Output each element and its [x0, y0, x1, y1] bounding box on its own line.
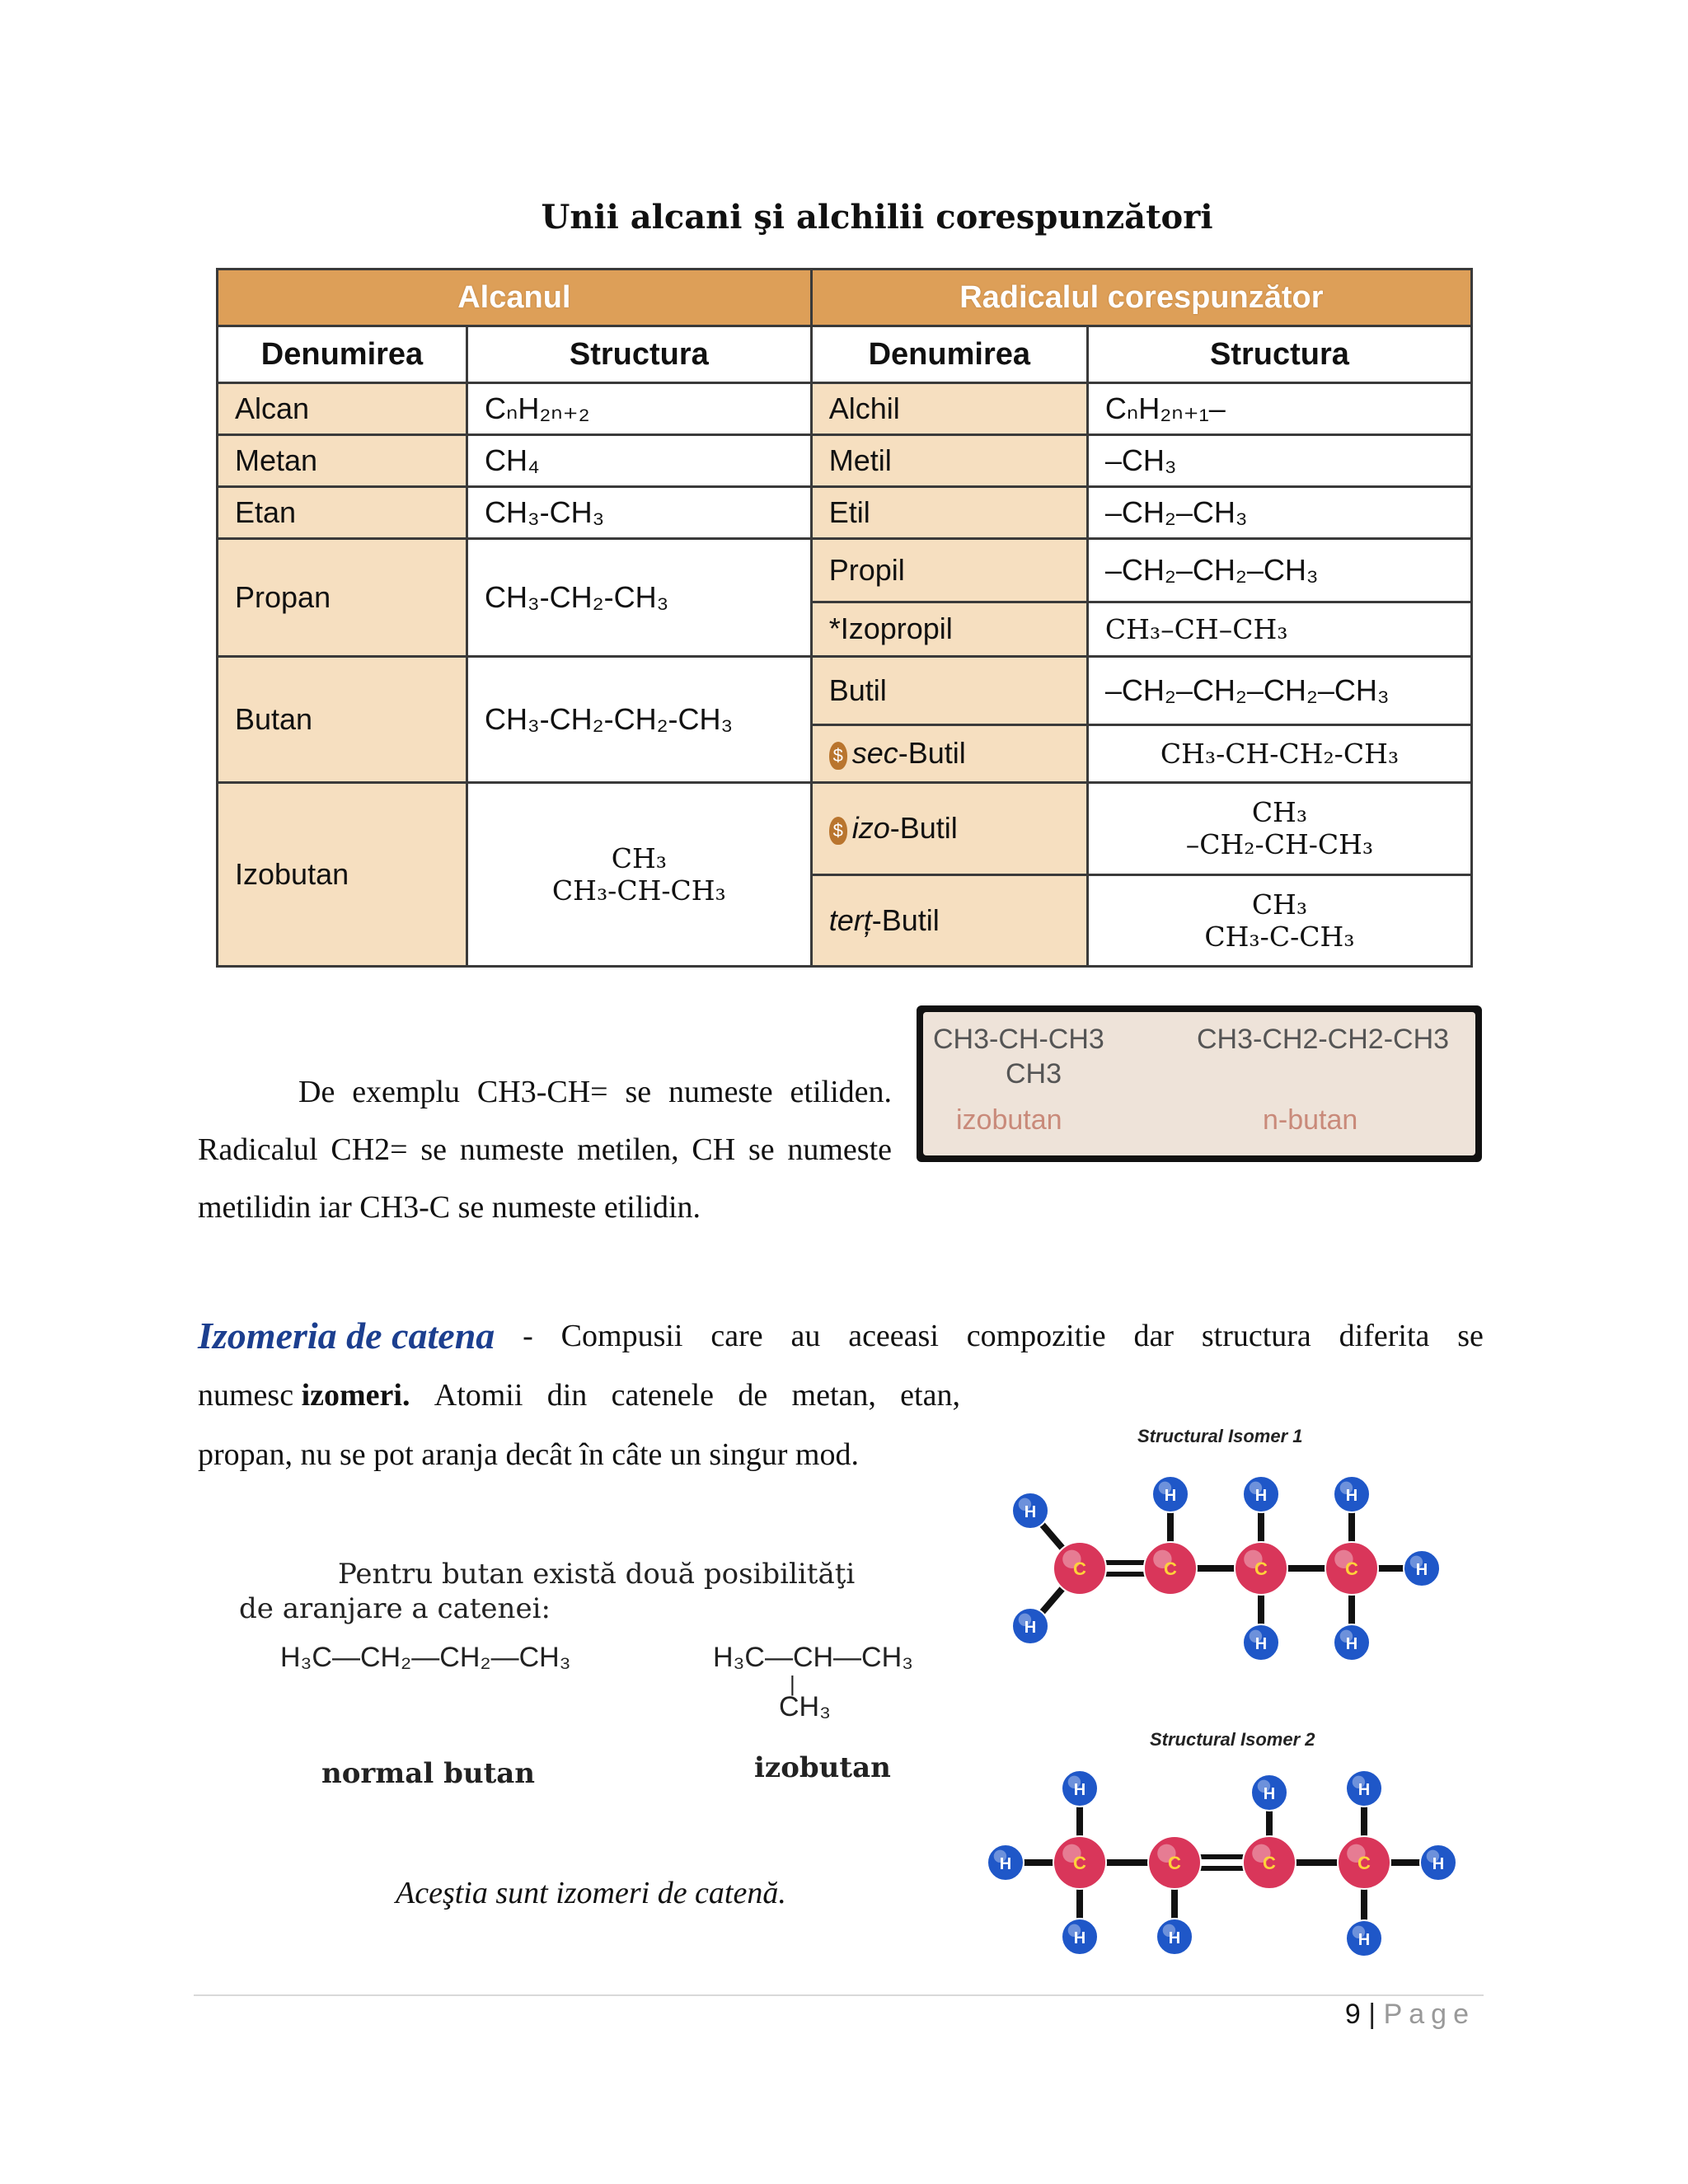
isomer-line-2	[198, 1366, 960, 1425]
atom-label: C	[1168, 1853, 1181, 1873]
radical-structure: –CH₃	[1087, 435, 1471, 487]
radical-name: Butil	[811, 657, 1087, 725]
word: -	[523, 1319, 533, 1353]
page-word: Page	[1383, 1999, 1475, 2030]
normal-butane-label: normal butan	[321, 1757, 536, 1790]
word: metan,	[791, 1378, 876, 1413]
structure-branch: CH₃	[1251, 888, 1308, 921]
isobutane-branch: CH₃	[779, 1691, 831, 1722]
atom-label: H	[1073, 1929, 1086, 1947]
radical-structure: CₙH₂ₙ₊₁–	[1087, 383, 1471, 435]
isomer-heading: Izomeria de catena	[198, 1315, 495, 1357]
alkane-name: Alcan	[218, 383, 467, 435]
radical-name	[811, 874, 1087, 967]
atom-label: H	[1073, 1781, 1086, 1799]
radical-name: Metil	[811, 435, 1087, 487]
alkane-name: Metan	[218, 435, 467, 487]
word: etan,	[900, 1378, 960, 1413]
radical-name: Etil	[811, 487, 1087, 539]
isomer-note: Aceştia sunt izomeri de catenă.	[396, 1876, 786, 1910]
atom-label: H	[1263, 1785, 1276, 1803]
structure-branch: CH₃	[611, 842, 667, 874]
structure-branch: CH₃	[1251, 796, 1308, 829]
radical-suffix: -Butil	[889, 811, 958, 846]
butane-comparison-image	[917, 1005, 1482, 1162]
structure-main: CH₃-C-CH₃	[1204, 920, 1355, 953]
isobutane-label: izobutan	[956, 1104, 1062, 1136]
radical-prefix: izo	[851, 811, 890, 846]
word: dar	[1133, 1319, 1174, 1353]
atom-label: H	[999, 1855, 1012, 1873]
word: care	[710, 1319, 763, 1353]
alkane-structure	[467, 783, 811, 967]
table-row	[218, 383, 1472, 435]
structure-main: CH₃-CH-CH₃	[551, 874, 726, 907]
col-header-radical-structure: Structura	[1087, 326, 1471, 383]
atom-label: H	[1432, 1855, 1445, 1873]
dollar-diamond-icon: $	[829, 817, 847, 845]
isomer2-title: Structural Isomer 2	[1150, 1729, 1315, 1750]
radical-structure: CH₃-CH-CH₂-CH₃	[1087, 724, 1471, 782]
alkane-name: Butan	[218, 657, 467, 783]
table-row	[218, 783, 1472, 875]
radical-structure	[1087, 874, 1471, 967]
isomer2-model	[987, 1770, 1456, 1957]
structural-isomer-models	[973, 1418, 1484, 1978]
radical-structure: –CH₂–CH₂–CH₃	[1087, 539, 1471, 602]
alkane-structure: CH₄	[467, 435, 811, 487]
radical-name	[811, 724, 1087, 782]
radical-suffix: -Butil	[898, 736, 966, 771]
alkane-name: Izobutan	[218, 783, 467, 967]
table-row	[218, 657, 1472, 725]
atom-label: C	[1073, 1853, 1086, 1873]
atom-label: H	[1168, 1929, 1181, 1947]
atom-label: C	[1345, 1558, 1358, 1579]
isomer-line-1	[198, 1306, 1484, 1366]
radical-structure: CH₃–CH–CH₃	[1087, 602, 1471, 656]
isobutane-label: izobutan	[754, 1751, 891, 1784]
arrangements-intro-1: Pentru butan există două posibilităţi	[338, 1558, 856, 1591]
alkane-structure: CH₃-CH₂-CH₂-CH₃	[467, 657, 811, 783]
atom-label: H	[1164, 1487, 1177, 1505]
alkane-table	[216, 268, 1473, 968]
atom-label: H	[1254, 1487, 1268, 1505]
page-number-value: 9	[1344, 1999, 1361, 2030]
table-row	[218, 539, 1472, 602]
col-header-radical-name: Denumirea	[811, 326, 1087, 383]
word: se	[1457, 1319, 1484, 1353]
page-separator: |	[1368, 1999, 1376, 2030]
radical-structure: –CH₂–CH₃	[1087, 487, 1471, 539]
atom-label: H	[1024, 1619, 1037, 1637]
word: aceeasi	[848, 1319, 939, 1353]
alkane-structure: CH₃-CH₂-CH₃	[467, 539, 811, 657]
example-paragraph: De exemplu CH3-CH= se numeste etiliden. Radicalul CH2= se numeste metilen, CH se numeste metilidin iar CH3-C se numeste etilidin.	[198, 1075, 892, 1225]
word: Atomii	[434, 1378, 523, 1413]
word: Compusii	[560, 1319, 683, 1353]
radical-structure: –CH₂–CH₂–CH₂–CH₃	[1087, 657, 1471, 725]
isomer-term: izomeri.	[301, 1378, 410, 1413]
alkane-name: Etan	[218, 487, 467, 539]
radical-prefix: sec	[851, 736, 898, 771]
word: de	[738, 1378, 768, 1413]
radical-structure	[1087, 783, 1471, 875]
atom-label: H	[1415, 1561, 1428, 1579]
structure-main: –CH₂-CH-CH₃	[1185, 828, 1374, 861]
butane-arrangements-figure: Pentru butan există două posibilităţi de aranjare a catenei: H₃C—CH₂—CH₂—CH₃ H₃C—CH—CH₃ | CH₃ normal butan izobutan	[239, 1558, 914, 1790]
radical-name: *Izopropil	[811, 602, 1087, 656]
radical-name	[811, 783, 1087, 875]
dollar-diamond-icon: $	[829, 742, 847, 770]
col-header-name: Denumirea	[218, 326, 467, 383]
atom-label: C	[1254, 1558, 1268, 1579]
alkane-structure: CₙH₂ₙ₊₂	[467, 383, 811, 435]
radical-name: Propil	[811, 539, 1087, 602]
radical-suffix: -Butil	[871, 902, 940, 937]
atom-label: H	[1254, 1635, 1268, 1653]
atom-label: H	[1357, 1781, 1371, 1799]
footer-rule	[194, 1994, 1484, 1996]
word: compozitie	[966, 1319, 1106, 1353]
isobutane-formula: H₃C—CH—CH₃	[713, 1642, 914, 1673]
table-row	[218, 435, 1472, 487]
atom-label: H	[1345, 1635, 1358, 1653]
col-header-structure: Structura	[467, 326, 811, 383]
atom-label: C	[1263, 1853, 1276, 1873]
word: catenele	[611, 1378, 715, 1413]
atom-label: C	[1164, 1558, 1177, 1579]
radical-prefix: terț	[828, 902, 872, 937]
word: numesc	[198, 1378, 294, 1413]
isomer-line-3: propan, nu se pot aranja decât în câte un singur mod.	[198, 1437, 859, 1472]
radical-name: Alchil	[811, 383, 1087, 435]
nbutane-label: n-butan	[1263, 1104, 1358, 1136]
atom-label: H	[1345, 1487, 1358, 1505]
isobutane-branch: CH3	[1006, 1058, 1062, 1090]
table-row	[218, 487, 1472, 539]
word: diferita	[1339, 1319, 1430, 1353]
alkane-name: Propan	[218, 539, 467, 657]
group-header-alkane: Alcanul	[218, 269, 812, 326]
nbutane-formula: CH3-CH2-CH2-CH3	[1197, 1024, 1450, 1055]
arrangements-intro-2: de aranjare a catenei:	[239, 1592, 551, 1625]
normal-butane-formula: H₃C—CH₂—CH₂—CH₃	[280, 1642, 571, 1673]
isobutane-formula: CH3-CH-CH3	[933, 1024, 1104, 1055]
atom-label: H	[1357, 1931, 1371, 1949]
word: din	[546, 1378, 588, 1413]
alkane-structure: CH₃-CH₃	[467, 487, 811, 539]
atom-label: H	[1024, 1503, 1037, 1521]
atom-label: C	[1357, 1853, 1371, 1873]
page-number	[1319, 1999, 1475, 2031]
isomer1-model	[1012, 1476, 1440, 1661]
group-header-radical: Radicalul corespunzător	[811, 269, 1471, 326]
isomer1-title: Structural Isomer 1	[1137, 1426, 1303, 1446]
table-title: Unii alcani şi alchilii corespunzători	[541, 198, 1213, 237]
word: au	[790, 1319, 821, 1353]
atom-label: C	[1073, 1558, 1086, 1579]
word: structura	[1201, 1319, 1311, 1353]
